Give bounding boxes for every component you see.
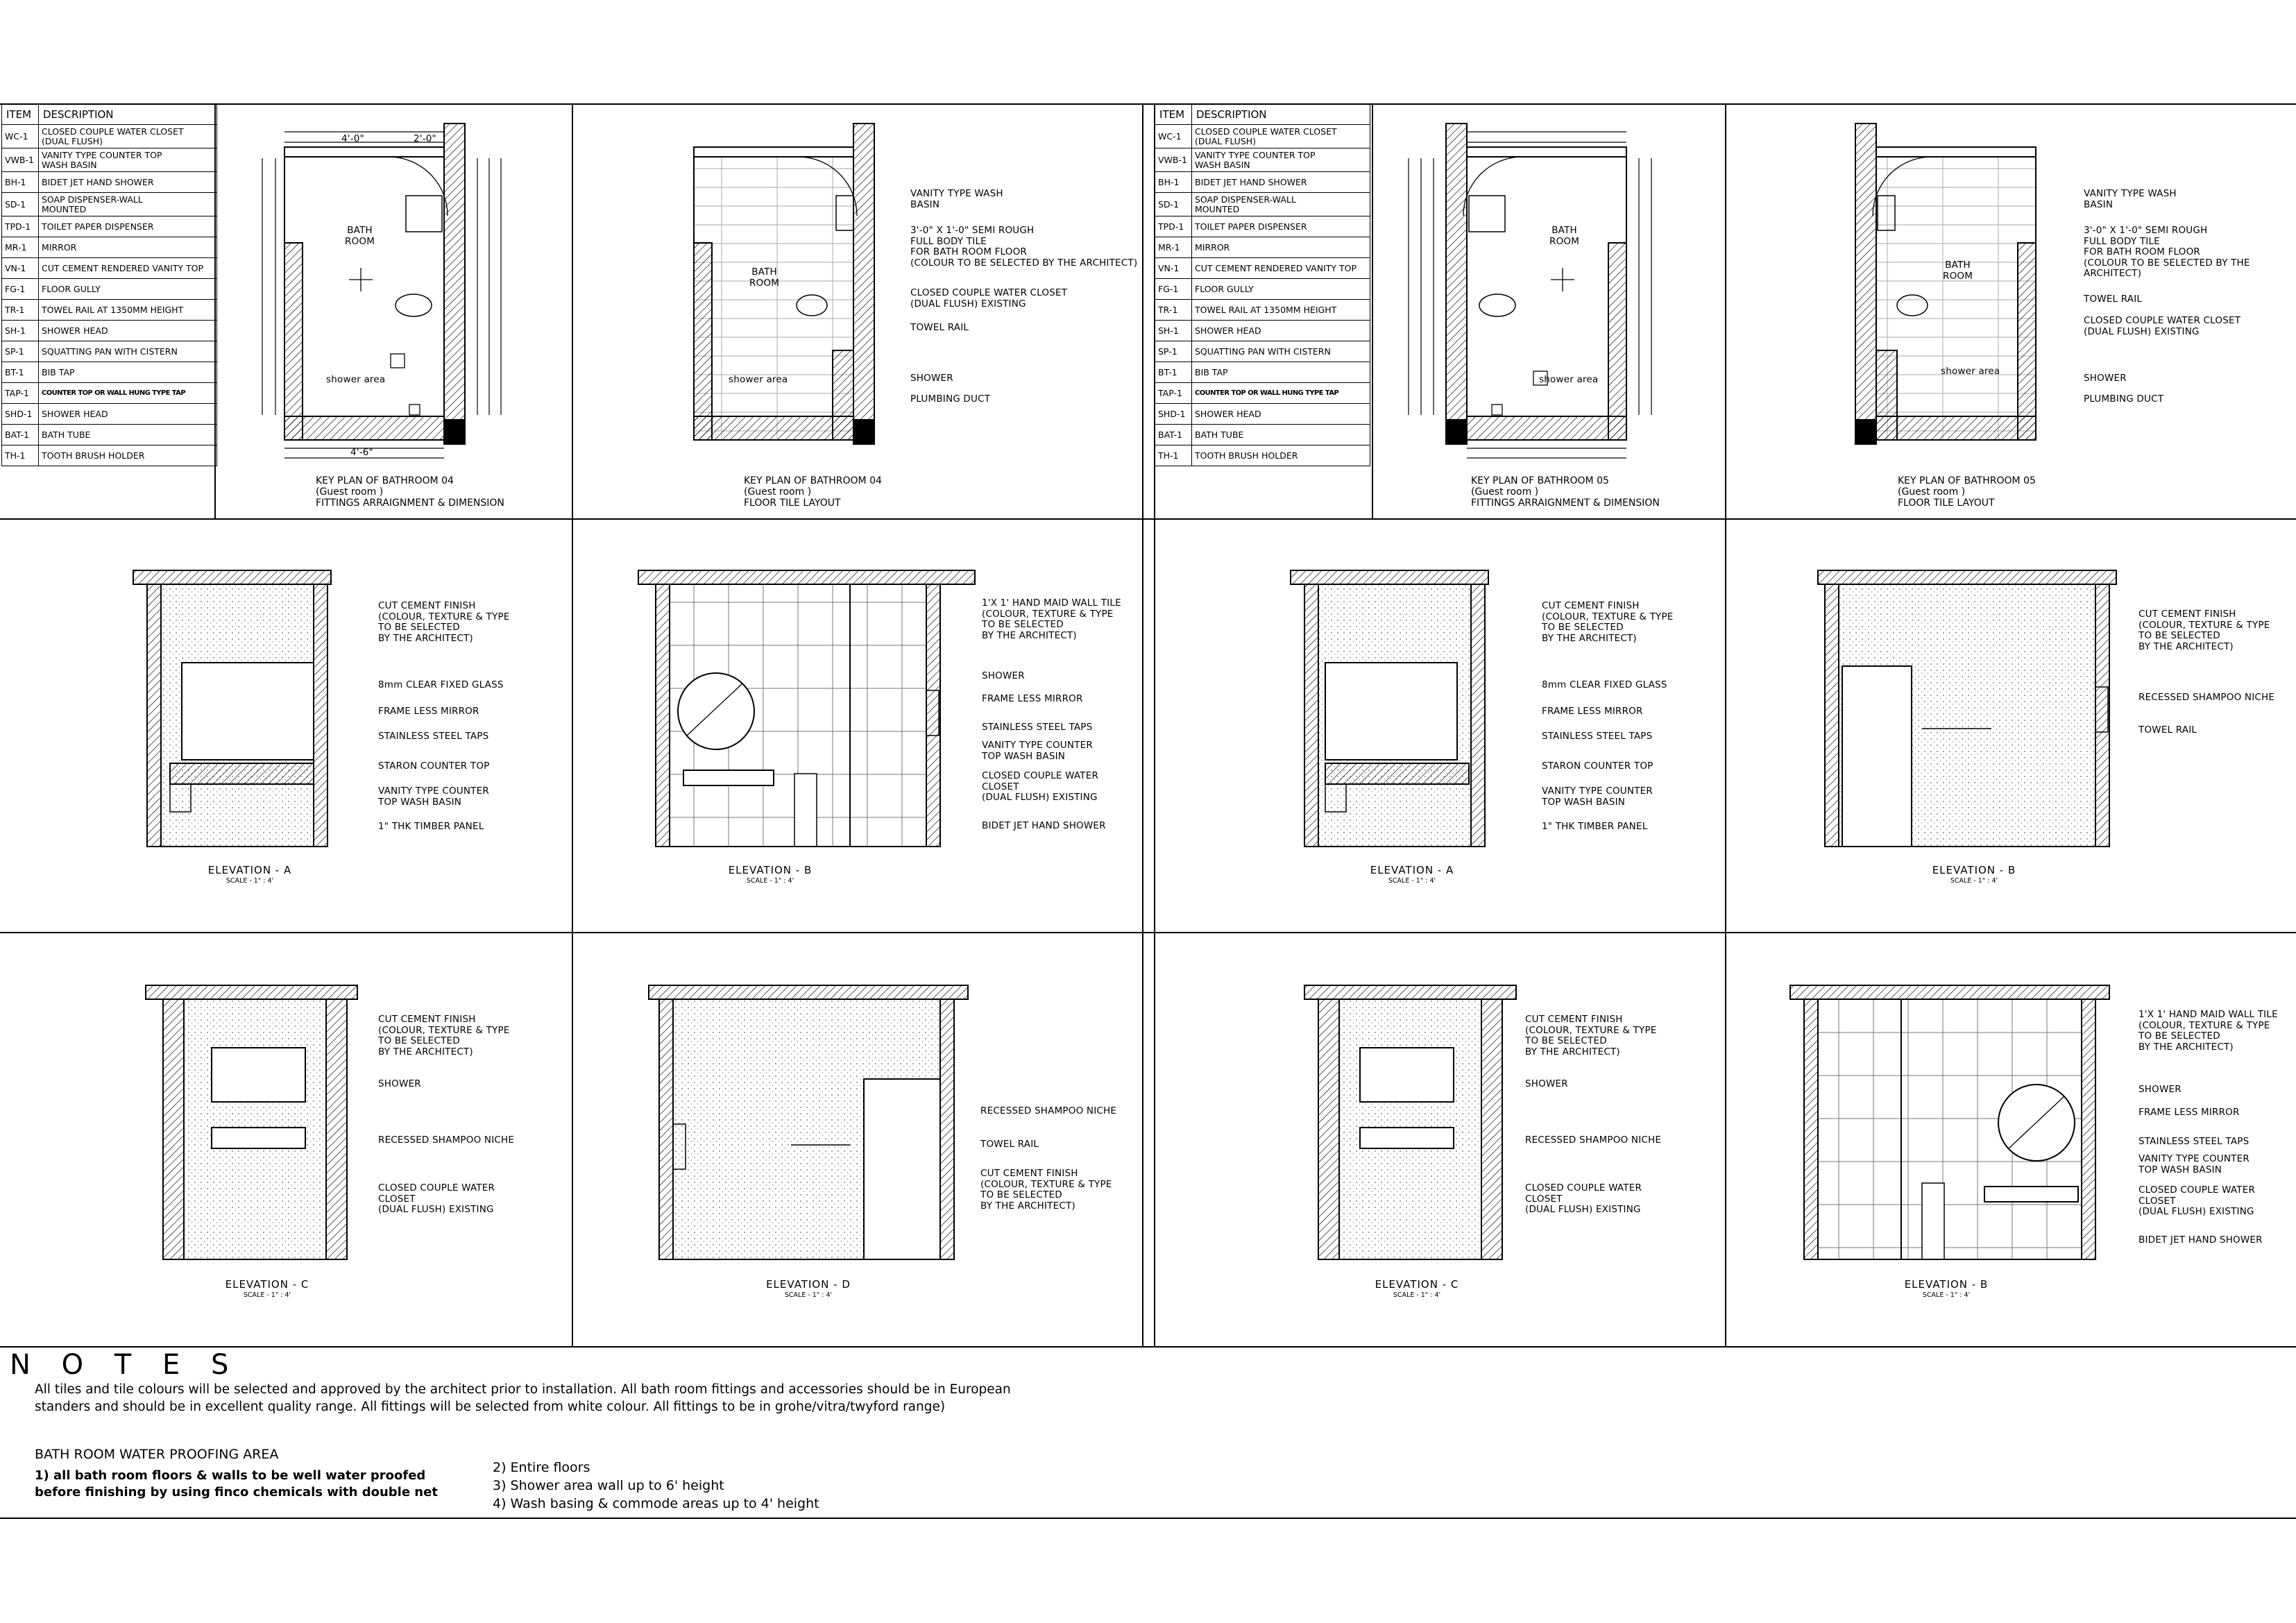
legend-description: BIDET JET HAND SHOWER xyxy=(1192,172,1370,193)
legend-description: SHOWER HEAD xyxy=(39,404,217,425)
elev-a2-callout-1: CUT CEMENT FINISH (COLOUR, TEXTURE & TYPE TO BE SELECTED BY THE ARCHITECT) xyxy=(1542,600,1674,644)
plan-1-fittings xyxy=(262,124,501,458)
plan3-shower-area: shower area xyxy=(1539,374,1599,385)
plan3-caption: KEY PLAN OF BATHROOM 05 (Guest room ) FITTINGS ARRAIGNMENT & DIMENSION xyxy=(1471,475,1660,509)
plan1-dim-top: 4'-0" xyxy=(341,133,364,144)
plan4-room-label: BATH ROOM xyxy=(1943,260,1973,282)
legend-row xyxy=(1155,237,1370,258)
elev-a-callout-7: 1" THK TIMBER PANEL xyxy=(378,821,484,832)
elev-b-callout-3: FRAME LESS MIRROR xyxy=(982,693,1083,704)
legend-description: TOWEL RAIL AT 1350MM HEIGHT xyxy=(39,300,217,321)
plan1-dim-bottom: 4'-6" xyxy=(350,447,373,458)
elev-b3-scale: SCALE - 1" : 4' xyxy=(1922,1291,1971,1299)
waterproofing-item-1: 1) all bath room floors & walls to be well water proofed before finishing by using finco chemicals with double net xyxy=(35,1468,438,1499)
plan1-shower-area: shower area xyxy=(326,374,386,385)
legend-row xyxy=(2,341,217,362)
elevation-d-left xyxy=(649,985,968,1259)
legend-row xyxy=(2,125,217,148)
plan-3-fittings xyxy=(1409,124,1651,458)
legend-code: TH-1 xyxy=(2,445,39,466)
legend-description: TOOTH BRUSH HOLDER xyxy=(1192,445,1370,466)
elev-a-callout-4: STAINLESS STEEL TAPS xyxy=(378,731,489,742)
legend-description: BIDET JET HAND SHOWER xyxy=(39,172,217,193)
legend-row xyxy=(2,404,217,425)
plan4-caption: KEY PLAN OF BATHROOM 05 (Guest room ) FLOOR TILE LAYOUT xyxy=(1898,475,2036,509)
elev-b-callout-2: SHOWER xyxy=(982,670,1025,681)
elevation-c-left xyxy=(146,985,357,1259)
elev-b3-callout-2: SHOWER xyxy=(2138,1084,2182,1095)
elev-d-callout-1: RECESSED SHAMPOO NICHE xyxy=(980,1105,1117,1116)
legend-code: SP-1 xyxy=(1155,341,1192,362)
notes-heading: N O T E S xyxy=(10,1349,240,1381)
elev-b-scale: SCALE - 1" : 4' xyxy=(746,877,794,885)
elev-d-callout-3: CUT CEMENT FINISH (COLOUR, TEXTURE & TYPE TO BE SELECTED BY THE ARCHITECT) xyxy=(980,1168,1112,1212)
legend-code: SD-1 xyxy=(2,193,39,216)
elev-a2-callout-5: STARON COUNTER TOP xyxy=(1542,760,1653,772)
plan2-callout-6: PLUMBING DUCT xyxy=(910,393,991,405)
legend-description: SHOWER HEAD xyxy=(1192,404,1370,425)
legend-code: TAP-1 xyxy=(2,383,39,404)
legend-code: VWB-1 xyxy=(1155,148,1192,172)
legend-description: COUNTER TOP OR WALL HUNG TYPE TAP xyxy=(1192,383,1370,404)
legend-row xyxy=(1155,193,1370,216)
elev-c2-scale: SCALE - 1" : 4' xyxy=(1393,1291,1441,1299)
legend-row xyxy=(2,425,217,445)
legend-code: SD-1 xyxy=(1155,193,1192,216)
legend-row xyxy=(1155,216,1370,237)
elev-a2-callout-6: VANITY TYPE COUNTER TOP WASH BASIN xyxy=(1542,785,1653,808)
elev-d-callout-2: TOWEL RAIL xyxy=(980,1139,1039,1150)
plan4-callout-6: PLUMBING DUCT xyxy=(2084,393,2164,405)
legend-description: VANITY TYPE COUNTER TOP WASH BASIN xyxy=(1192,148,1370,172)
elevation-b-right xyxy=(1818,570,2116,847)
legend-description: MIRROR xyxy=(39,237,217,258)
elev-a-scale: SCALE - 1" : 4' xyxy=(226,877,274,885)
waterproofing-items xyxy=(493,1459,819,1513)
legend-code: BT-1 xyxy=(2,362,39,383)
elev-a2-callout-7: 1" THK TIMBER PANEL xyxy=(1542,821,1648,832)
elevation-a-right xyxy=(1291,570,1488,847)
legend-code: SHD-1 xyxy=(1155,404,1192,425)
elev-d-scale: SCALE - 1" : 4' xyxy=(784,1291,833,1299)
legend-code: MR-1 xyxy=(1155,237,1192,258)
legend-description: CLOSED COUPLE WATER CLOSET (DUAL FLUSH) xyxy=(39,125,217,148)
legend-row xyxy=(1155,172,1370,193)
legend-header-item: ITEM xyxy=(2,105,39,125)
legend-row xyxy=(1155,445,1370,466)
legend-row xyxy=(1155,383,1370,404)
legend-description: SQUATTING PAN WITH CISTERN xyxy=(39,341,217,362)
legend-row xyxy=(2,445,217,466)
legend-description: TOWEL RAIL AT 1350MM HEIGHT xyxy=(1192,300,1370,321)
legend-row xyxy=(2,279,217,300)
legend-row xyxy=(2,148,217,172)
legend-header-description: DESCRIPTION xyxy=(39,105,217,125)
elev-a2-callout-4: STAINLESS STEEL TAPS xyxy=(1542,731,1653,742)
legend-description: SOAP DISPENSER-WALL MOUNTED xyxy=(39,193,217,216)
legend-description: CUT CEMENT RENDERED VANITY TOP xyxy=(39,258,217,279)
plan2-room-label: BATH ROOM xyxy=(749,266,780,289)
plan4-shower-area: shower area xyxy=(1941,366,2000,377)
elev-b3-callout-4: STAINLESS STEEL TAPS xyxy=(2138,1136,2250,1147)
elev-b-callout-6: CLOSED COUPLE WATER CLOSET (DUAL FLUSH) EXISTING xyxy=(982,770,1099,803)
elev-b-callout-5: VANITY TYPE COUNTER TOP WASH BASIN xyxy=(982,740,1093,762)
plan2-callout-5: SHOWER xyxy=(910,373,953,384)
legend-code: SH-1 xyxy=(2,321,39,341)
legend-description: BATH TUBE xyxy=(39,425,217,445)
legend-row xyxy=(1155,258,1370,279)
elev-a-title: ELEVATION - A xyxy=(207,864,292,876)
elev-a2-scale: SCALE - 1" : 4' xyxy=(1388,877,1436,885)
elev-b3-callout-1: 1'X 1' HAND MAID WALL TILE (COLOUR, TEXTURE & TYPE TO BE SELECTED BY THE ARCHITECT) xyxy=(2138,1009,2278,1053)
legend-code: TR-1 xyxy=(1155,300,1192,321)
plan2-caption: KEY PLAN OF BATHROOM 04 (Guest room ) FLOOR TILE LAYOUT xyxy=(744,475,882,509)
legend-description: BIB TAP xyxy=(1192,362,1370,383)
legend-code: SHD-1 xyxy=(2,404,39,425)
legend-code: BT-1 xyxy=(1155,362,1192,383)
legend-description: TOILET PAPER DISPENSER xyxy=(39,216,217,237)
elevation-b-left xyxy=(638,570,975,847)
elev-a-callout-1: CUT CEMENT FINISH (COLOUR, TEXTURE & TYPE TO BE SELECTED BY THE ARCHITECT) xyxy=(378,600,510,644)
legend-code: BH-1 xyxy=(1155,172,1192,193)
elevation-b-tiled xyxy=(1790,985,2109,1259)
legend-row xyxy=(2,193,217,216)
legend-row xyxy=(1155,300,1370,321)
elev-b3-callout-3: FRAME LESS MIRROR xyxy=(2138,1107,2240,1118)
plan4-callout-2: 3'-0" X 1'-0" SEMI ROUGH FULL BODY TILE FOR BATH ROOM FLOOR (COLOUR TO BE SELECTED BY THE ARCHITECT) xyxy=(2084,225,2250,279)
legend-description: TOILET PAPER DISPENSER xyxy=(1192,216,1370,237)
elev-b3-callout-7: BIDET JET HAND SHOWER xyxy=(2138,1234,2263,1246)
elev-a-callout-5: STARON COUNTER TOP xyxy=(378,760,490,772)
legend-code: TH-1 xyxy=(1155,445,1192,466)
legend-header-description: DESCRIPTION xyxy=(1192,105,1370,125)
elev-c-callout-3: RECESSED SHAMPOO NICHE xyxy=(378,1135,515,1146)
plan3-room-label: BATH ROOM xyxy=(1549,225,1580,247)
elev-c-callout-1: CUT CEMENT FINISH (COLOUR, TEXTURE & TYPE TO BE SELECTED BY THE ARCHITECT) xyxy=(378,1014,510,1057)
plan2-callout-3: CLOSED COUPLE WATER CLOSET (DUAL FLUSH) EXISTING xyxy=(910,287,1068,309)
plan4-callout-1: VANITY TYPE WASH BASIN xyxy=(2084,188,2177,210)
legend-code: FG-1 xyxy=(1155,279,1192,300)
legend-row xyxy=(2,237,217,258)
legend-code: VN-1 xyxy=(2,258,39,279)
elev-a-callout-6: VANITY TYPE COUNTER TOP WASH BASIN xyxy=(378,785,489,808)
legend-row xyxy=(2,258,217,279)
legend-code: SP-1 xyxy=(2,341,39,362)
elev-c-callout-2: SHOWER xyxy=(378,1078,421,1089)
legend-description: SHOWER HEAD xyxy=(1192,321,1370,341)
waterproofing-item-4: 4) Wash basing & commode areas up to 4' height xyxy=(493,1496,819,1511)
legend-row xyxy=(2,321,217,341)
legend-code: VWB-1 xyxy=(2,148,39,172)
legend-row xyxy=(2,362,217,383)
legend-row xyxy=(1155,425,1370,445)
plan-2-tiles xyxy=(694,124,874,444)
legend-row xyxy=(2,172,217,193)
elev-b2-callout-1: CUT CEMENT FINISH (COLOUR, TEXTURE & TYPE TO BE SELECTED BY THE ARCHITECT) xyxy=(2138,609,2270,652)
legend-code: VN-1 xyxy=(1155,258,1192,279)
legend-description: COUNTER TOP OR WALL HUNG TYPE TAP xyxy=(39,383,217,404)
legend-table-left xyxy=(1,104,217,466)
elevation-a-left xyxy=(133,570,331,847)
plan2-shower-area: shower area xyxy=(729,374,788,385)
legend-row xyxy=(2,300,217,321)
elev-b2-scale: SCALE - 1" : 4' xyxy=(1950,877,1998,885)
plan4-callout-4: CLOSED COUPLE WATER CLOSET (DUAL FLUSH) EXISTING xyxy=(2084,315,2241,337)
legend-row xyxy=(1155,279,1370,300)
legend-row xyxy=(1155,341,1370,362)
waterproofing-item-3: 3) Shower area wall up to 6' height xyxy=(493,1478,724,1493)
elev-c-callout-4: CLOSED COUPLE WATER CLOSET (DUAL FLUSH) EXISTING xyxy=(378,1182,495,1215)
legend-description: BIB TAP xyxy=(39,362,217,383)
legend-code: BAT-1 xyxy=(2,425,39,445)
elev-b3-callout-5: VANITY TYPE COUNTER TOP WASH BASIN xyxy=(2138,1153,2250,1175)
legend-code: WC-1 xyxy=(1155,125,1192,148)
legend-row xyxy=(1155,321,1370,341)
plan4-callout-3: TOWEL RAIL xyxy=(2084,294,2143,305)
legend-description: FLOOR GULLY xyxy=(1192,279,1370,300)
legend-code: TPD-1 xyxy=(1155,216,1192,237)
legend-code: WC-1 xyxy=(2,125,39,148)
waterproofing-heading: BATH ROOM WATER PROOFING AREA xyxy=(35,1447,279,1462)
elev-b-callout-1: 1'X 1' HAND MAID WALL TILE (COLOUR, TEXTURE & TYPE TO BE SELECTED BY THE ARCHITECT) xyxy=(982,597,1121,641)
plan2-callout-4: TOWEL RAIL xyxy=(910,322,969,333)
elev-b2-callout-2: RECESSED SHAMPOO NICHE xyxy=(2138,692,2275,703)
legend-code: TAP-1 xyxy=(1155,383,1192,404)
legend-description: CUT CEMENT RENDERED VANITY TOP xyxy=(1192,258,1370,279)
legend-code: BH-1 xyxy=(2,172,39,193)
elev-a-callout-2: 8mm CLEAR FIXED GLASS xyxy=(378,679,504,690)
plan1-dim-top-2: 2'-0" xyxy=(414,133,436,144)
elev-d-title: ELEVATION - D xyxy=(766,1278,851,1291)
elev-c-scale: SCALE - 1" : 4' xyxy=(243,1291,291,1299)
elev-a-callout-3: FRAME LESS MIRROR xyxy=(378,706,479,717)
legend-row xyxy=(2,216,217,237)
legend-row xyxy=(1155,404,1370,425)
legend-row xyxy=(1155,148,1370,172)
elev-c2-callout-2: SHOWER xyxy=(1525,1078,1568,1089)
elev-b3-callout-6: CLOSED COUPLE WATER CLOSET (DUAL FLUSH) EXISTING xyxy=(2138,1184,2256,1217)
elev-b-title: ELEVATION - B xyxy=(728,864,813,876)
legend-code: MR-1 xyxy=(2,237,39,258)
elev-a2-callout-2: 8mm CLEAR FIXED GLASS xyxy=(1542,679,1667,690)
elev-b3-title: ELEVATION - B xyxy=(1904,1278,1989,1291)
legend-row xyxy=(1155,362,1370,383)
legend-description: MIRROR xyxy=(1192,237,1370,258)
elev-a2-title: ELEVATION - A xyxy=(1370,864,1454,876)
elev-c-title: ELEVATION - C xyxy=(225,1278,309,1291)
legend-description: CLOSED COUPLE WATER CLOSET (DUAL FLUSH) xyxy=(1192,125,1370,148)
legend-row xyxy=(1155,125,1370,148)
legend-code: FG-1 xyxy=(2,279,39,300)
waterproofing-item-2: 2) Entire floors xyxy=(493,1460,590,1475)
legend-description: BATH TUBE xyxy=(1192,425,1370,445)
legend-code: TPD-1 xyxy=(2,216,39,237)
elev-c2-callout-4: CLOSED COUPLE WATER CLOSET (DUAL FLUSH) EXISTING xyxy=(1525,1182,1642,1215)
legend-table-right xyxy=(1155,104,1370,466)
legend-description: VANITY TYPE COUNTER TOP WASH BASIN xyxy=(39,148,217,172)
notes-body: All tiles and tile colours will be selected and approved by the architect prior to installation. All bath room fittings and accessories should be in European standers and should be in excellent quality range. All fittings will be selected from white colour. All fittings to be in grohe/vitra/twyford range) xyxy=(35,1382,1011,1414)
elevation-c-right xyxy=(1304,985,1516,1259)
legend-code: BAT-1 xyxy=(1155,425,1192,445)
elev-c2-callout-3: RECESSED SHAMPOO NICHE xyxy=(1525,1135,1662,1146)
legend-description: SHOWER HEAD xyxy=(39,321,217,341)
legend-description: TOOTH BRUSH HOLDER xyxy=(39,445,217,466)
elev-b-callout-4: STAINLESS STEEL TAPS xyxy=(982,722,1093,733)
plan4-callout-5: SHOWER xyxy=(2084,373,2127,384)
plan2-callout-1: VANITY TYPE WASH BASIN xyxy=(910,188,1003,210)
legend-code: TR-1 xyxy=(2,300,39,321)
elev-a2-callout-3: FRAME LESS MIRROR xyxy=(1542,706,1643,717)
elev-c2-callout-1: CUT CEMENT FINISH (COLOUR, TEXTURE & TYPE TO BE SELECTED BY THE ARCHITECT) xyxy=(1525,1014,1657,1057)
elev-c2-title: ELEVATION - C xyxy=(1375,1278,1459,1291)
legend-code: SH-1 xyxy=(1155,321,1192,341)
elev-b-callout-7: BIDET JET HAND SHOWER xyxy=(982,820,1106,831)
elev-b2-callout-3: TOWEL RAIL xyxy=(2138,724,2197,736)
plan-4-tiles xyxy=(1855,124,2036,444)
elev-b2-title: ELEVATION - B xyxy=(1932,864,2016,876)
plan1-room-label: BATH ROOM xyxy=(345,225,375,247)
legend-description: SQUATTING PAN WITH CISTERN xyxy=(1192,341,1370,362)
plan2-callout-2: 3'-0" X 1'-0" SEMI ROUGH FULL BODY TILE FOR BATH ROOM FLOOR (COLOUR TO BE SELECTED BY THE ARCHITECT) xyxy=(910,225,1138,269)
plan1-caption: KEY PLAN OF BATHROOM 04 (Guest room ) FITTINGS ARRAIGNMENT & DIMENSION xyxy=(316,475,504,509)
legend-row xyxy=(2,383,217,404)
legend-header-item: ITEM xyxy=(1155,105,1192,125)
legend-description: FLOOR GULLY xyxy=(39,279,217,300)
legend-description: SOAP DISPENSER-WALL MOUNTED xyxy=(1192,193,1370,216)
